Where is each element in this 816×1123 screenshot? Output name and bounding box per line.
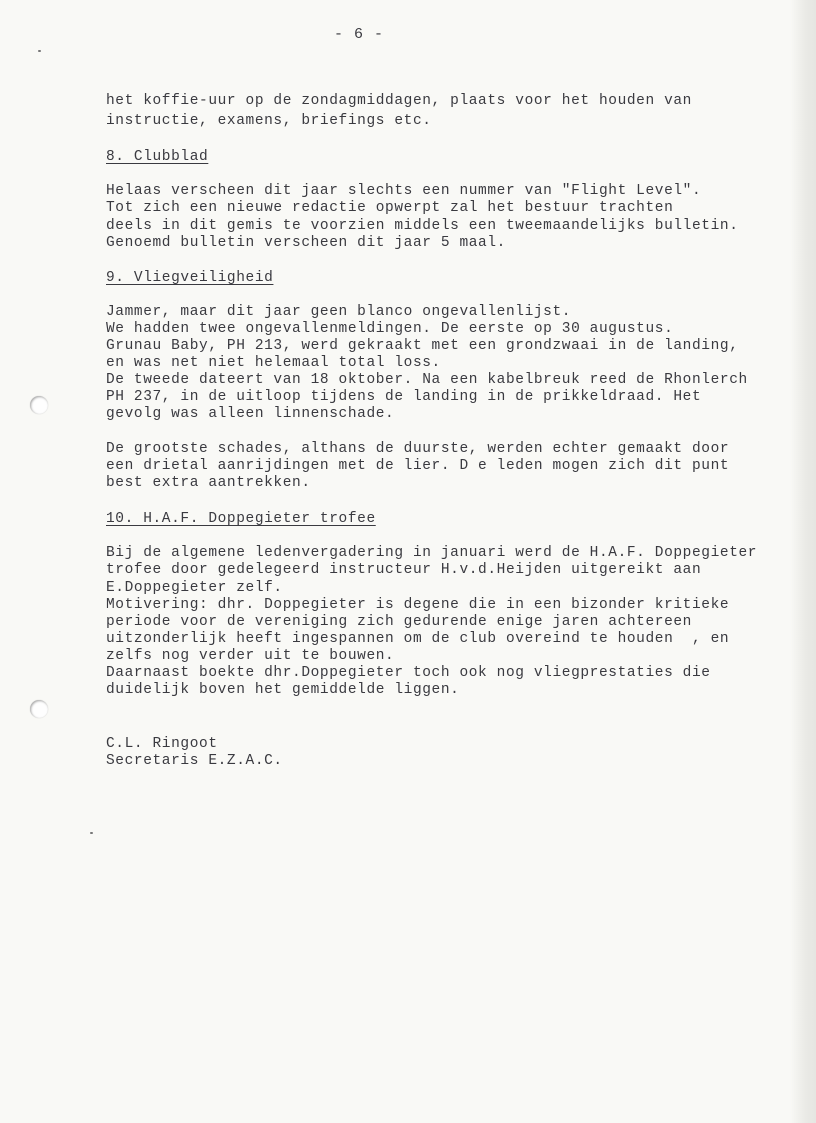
punch-hole-icon [30, 700, 48, 718]
text-line: een drietal aanrijdingen met de lier. D e leden mogen zich dit punt [106, 458, 730, 474]
text-line: uitzonderlijk heeft ingespannen om de club overeind te houden , en [106, 631, 730, 647]
text-line: Helaas verscheen dit jaar slechts een nummer van "Flight Level". [106, 183, 702, 199]
text-line: trofee door gedelegeerd instructeur H.v.d.Heijden uitgereikt aan [106, 562, 702, 578]
text-line: Bij de algemene ledenvergadering in januari werd de H.A.F. Doppegieter [106, 545, 758, 561]
signature-title: Secretaris E.Z.A.C. [106, 753, 283, 769]
text-line: We hadden twee ongevallenmeldingen. De eerste op 30 augustus. [106, 321, 674, 337]
text-line: gevolg was alleen linnenschade. [106, 406, 395, 422]
text-line: deels in dit gemis te voorzien middels een tweemaandelijks bulletin. [106, 218, 739, 234]
paper-speck [90, 832, 93, 834]
paper-speck [38, 50, 41, 52]
text-line: Tot zich een nieuwe redactie opwerpt zal het bestuur trachten [106, 200, 674, 216]
text-line: het koffie-uur op de zondagmiddagen, plaats voor het houden van [106, 93, 692, 109]
section-heading-clubblad: 8. Clubblad [106, 149, 209, 165]
text-line: Grunau Baby, PH 213, werd gekraakt met een grondzwaai in de landing, [106, 338, 739, 354]
text-line: zelfs nog verder uit te bouwen. [106, 648, 395, 664]
text-line: en was net niet helemaal total loss. [106, 355, 441, 371]
page-edge-shadow [790, 0, 816, 1123]
text-line: Daarnaast boekte dhr.Doppegieter toch ook nog vliegprestaties die [106, 665, 711, 681]
text-line: E.Doppegieter zelf. [106, 580, 283, 596]
text-line: duidelijk boven het gemiddelde liggen. [106, 682, 460, 698]
text-line: De tweede dateert van 18 oktober. Na een kabelbreuk reed de Rhonlerch [106, 372, 748, 388]
text-line: Motivering: dhr. Doppegieter is degene die in een bizonder kritieke [106, 597, 730, 613]
text-line: instructie, examens, briefings etc. [106, 113, 432, 129]
section-heading-trofee: 10. H.A.F. Doppegieter trofee [106, 511, 376, 527]
text-line: best extra aantrekken. [106, 475, 311, 491]
section-heading-vliegveiligheid: 9. Vliegveiligheid [106, 270, 274, 286]
text-line: PH 237, in de uitloop tijdens de landing in de prikkeldraad. Het [106, 389, 702, 405]
punch-hole-icon [30, 396, 48, 414]
signature-name: C.L. Ringoot [106, 736, 218, 752]
page-number: - 6 - [334, 26, 385, 43]
text-line: Jammer, maar dit jaar geen blanco ongevallenlijst. [106, 304, 572, 320]
text-line: periode voor de vereniging zich gedurende enige jaren achtereen [106, 614, 692, 630]
text-line: Genoemd bulletin verscheen dit jaar 5 maal. [106, 235, 506, 251]
text-line: De grootste schades, althans de duurste, werden echter gemaakt door [106, 441, 730, 457]
